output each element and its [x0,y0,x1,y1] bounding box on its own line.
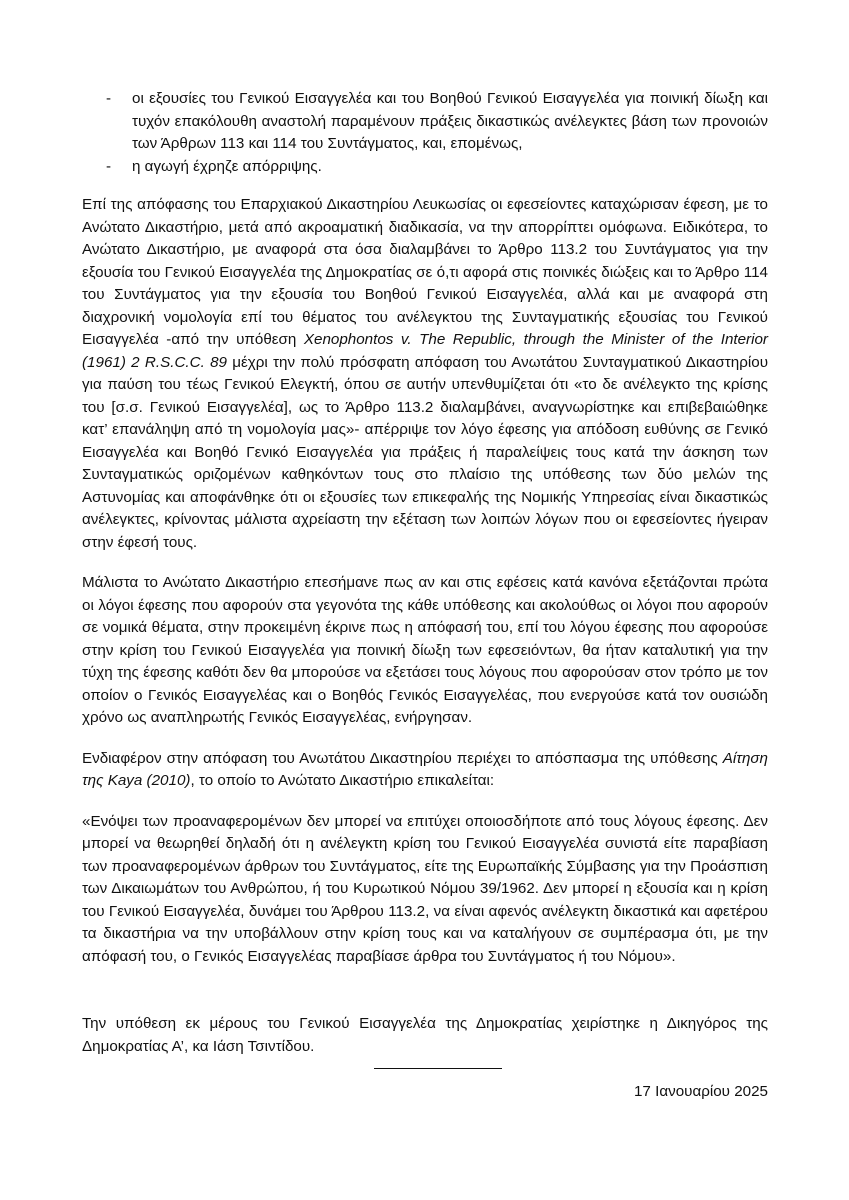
paragraph-reasoning: Μάλιστα το Ανώτατο Δικαστήριο επεσήμανε πως αν και στις εφέσεις κατά κανόνα εξετάζονται πρώτα οι λόγοι έφεσης που αφορούν στα γεγονότα της κάθε υπόθεσης και ακολούθως οι λόγοι που αφορούν σε νομικά θέματα, στην προκειμένη έκρινε πως η απόφασή του, επί του λόγου έφεσης που αφορούσε στην κρίση του Γενικού Εισαγγελέα για ποινική δίωξη των εφεσειόντων, θα ήταν καταλυτική για την τύχη της έφεσης καθότι δεν θα μπορούσε να εξετάσει τους λόγους που αφορούσαν στον τρόπο με τον οποίον ο Γενικός Εισαγγελέας και ο Βοηθός Γενικός Εισαγγελέας, που ενεργούσε κατά τον ουσιώδη χρόνο ως αναπληρωτής Γενικός Εισαγγελέας, ενήργησαν. [82,574,768,726]
case-citation: Xenophontos v. The Republic, through the Minister of the Interior (1961) 2 R.S.C.C. 89 [82,331,768,371]
paragraph-closing: Την υπόθεση εκ μέρους του Γενικού Εισαγγελέα της Δημοκρατίας χειρίστηκε η Δικηγόρος της Δημοκρατίας Α’, κα Ιάση Τσιντίδου. [82,1015,768,1055]
bullet-text: η αγωγή έχρηζε απόρριψης. [132,157,322,175]
paragraph-appeal [82,194,768,554]
paragraph-text: Ενδιαφέρον στην απόφαση του Ανωτάτου Δικαστηρίου περιέχει το απόσπασμα της υπόθεσης [82,749,723,767]
block-quote: «Ενόψει των προαναφερομένων δεν μπορεί να επιτύχει οποιοσδήποτε από τους λόγους έφεσης. Δεν μπορεί να θεωρηθεί δηλαδή ότι η ανέλεγκτη κρίση του Γενικού Εισαγγελέα συνιστά είτε παραβίαση των προαναφερομένων άρθρων του Συντάγματος, είτε της Ευρωπαϊκής Σύμβασης για την Προάσπιση των Δικαιωμάτων του Ανθρώπου, ή του Κυρωτικού Νόμου 39/1962. Δεν μπορεί η εξουσία και η κρίση του Γενικού Εισαγγελέα, δυνάμει του Άρθρου 113.2, να είναι αφενός ανέλεγκτη δικαστικά και αφετέρου τα δικαστήρια να την υποβάλλουν στην κρίση τους και να καταλήγουν σε συμπέρασμα ότι, με την απόφασή του, ο Γενικός Εισαγγελέας παραβίασε άρθρα του Συντάγματος ή του Νόμου». [82,812,768,965]
list-item [82,156,768,179]
paragraph-text: μέχρι την πολύ πρόσφατη απόφαση του Ανωτάτου Συνταγματικού Δικαστηρίου για παύση του τέως Γενικού Ελεγκτή, όπου σε αυτήν υπενθυμίζεται ότι «το δε ανέλεγκτο της κρίσης του [σ.σ. Γενικού Εισαγγελέα], ως το Άρθρο 113.2 διαλαμβάνει, αναγνωρίστηκε και επιβεβαιώθηκε κατ’ επανάληψη από τη νομολογία μας»- απέρριψε τον λόγο έφεσης για απόδοση ευθύνης σε Γενικό Εισαγγελέα και Βοηθό Γενικό Εισαγγελέα για πράξεις ή παραλείψεις τους κατά την άσκηση των Συνταγματικώς οριζομένων καθηκόντων τους στο πλαίσιο της υπόθεσης των δύο μελών της Αστυνομίας και αποφάνθηκε ότι οι εξουσίες των επικεφαλής της Νομικής Υπηρεσίας είναι δικαστικώς ανέλεγκτες, κρίνοντας μάλιστα αχρείαστη την εξέταση των λοιπών λόγων που οι εφεσείοντες ήγειραν στην έφεσή τους. [82,353,768,551]
paragraph-text: , το οποίο το Ανώτατο Δικαστήριο επικαλείται: [190,772,495,789]
case-citation: Αίτηση της Kaya (2010) [82,749,768,789]
bullet-list [82,88,768,178]
bullet-text: οι εξουσίες του Γενικού Εισαγγελέα και του Βοηθού Γενικού Εισαγγελέα για ποινική δίωξη και τυχόν επακόλουθη αναστολή παραμένουν πράξεις δικαστικώς ανέλεγκτες βάση των προνοιών των Άρθρων 113 και 114 του Συντάγματος, και, επομένως, [132,90,768,152]
bullet-dash: - [106,90,112,107]
paragraph-excerpt-intro [82,748,768,793]
list-item [82,88,768,156]
document-page [82,88,768,1104]
separator-line [374,1068,502,1069]
document-date: 17 Ιανουαρίου 2025 [633,1083,768,1100]
paragraph-text: Επί της απόφασης του Επαρχιακού Δικαστηρίου Λευκωσίας οι εφεσείοντες καταχώρισαν έφεση, με το Ανώτατο Δικαστήριο, μετά από ακροαματική διαδικασία, να την απορρίπτει ομόφωνα. Ειδικότερα, το Ανώτατο Δικαστήριο, με αναφορά στα όσα διαλαμβάνει το Άρθρο 113.2 του Συντάγματος για την εξουσία του Γενικού Εισαγγελέα της Δημοκρατίας σε ό,τι αφορά στις ποινικές διώξεις και το Άρθρο 114 του Συντάγματος για την εξουσία του Βοηθού Γενικού Εισαγγελέα, αλλά και με αναφορά στη διαχρονική νομολογία επί του θέματος του ανέλεγκτου της Συνταγματικής εξουσίας του Γενικού Εισαγγελέα -από την υπόθεση [82,196,768,348]
bullet-dash: - [106,157,112,175]
